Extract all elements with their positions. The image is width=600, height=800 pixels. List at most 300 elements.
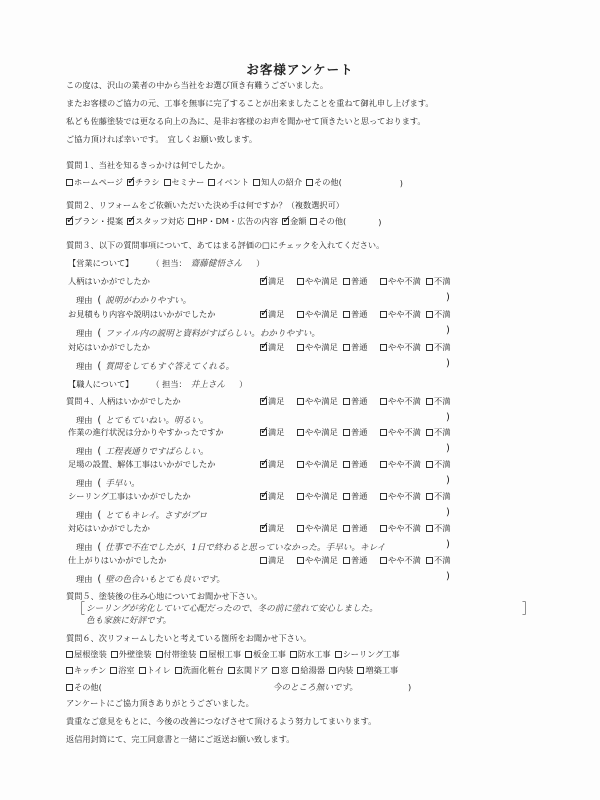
option	[66, 177, 123, 188]
checkbox[interactable]	[297, 493, 304, 500]
rating-label: 不満	[434, 427, 451, 437]
rating-label: 普通	[351, 555, 368, 565]
rating-option	[260, 276, 297, 287]
q6-option-label: 屋根工事	[208, 649, 242, 659]
craft-header	[68, 378, 247, 390]
rating-option	[426, 309, 463, 320]
q6-option-label: 増築工事	[365, 665, 399, 675]
question-label: 対応はいかがでしたか	[68, 342, 150, 352]
checkbox[interactable]	[260, 398, 267, 405]
rating-option	[343, 555, 380, 566]
rating-label: 不満	[434, 342, 451, 352]
checkbox[interactable]	[127, 218, 134, 225]
reason-label: 理由	[76, 414, 93, 425]
q6-option	[66, 649, 107, 660]
rating-label: 満足	[268, 309, 285, 319]
rating-options	[260, 342, 463, 353]
rating-label: 不満	[434, 459, 451, 469]
option	[306, 177, 342, 188]
reason-label: 理由	[76, 477, 93, 488]
paren-open: (	[97, 477, 102, 489]
checkbox[interactable]	[200, 651, 207, 658]
rating-label: やや満足	[305, 396, 338, 406]
rating-label: 満足	[268, 342, 285, 352]
option-label: その他(	[318, 216, 347, 226]
closing-line: 貴重なご意見をもとに、今後の改善につなげさせて頂けるよう努力してまいります。	[66, 716, 377, 726]
rating-label: 不満	[434, 309, 451, 319]
reason-answer: とてもていねい。明るい。	[105, 416, 209, 426]
checkbox[interactable]	[260, 461, 267, 468]
question-label: シーリング工事はいかがでしたか	[68, 491, 191, 501]
checkbox[interactable]	[139, 667, 146, 674]
reason-answer: 壁の色合いもとても良いです。	[105, 575, 225, 585]
checkbox[interactable]	[260, 557, 267, 564]
rating-label: やや不満	[388, 276, 421, 286]
checkbox[interactable]	[297, 311, 304, 318]
checkbox[interactable]	[164, 179, 171, 186]
rating-label: 普通	[351, 309, 368, 319]
rating-label: 不満	[434, 396, 451, 406]
checkbox[interactable]	[127, 179, 134, 186]
sales-person: 齋藤健悟さん	[190, 259, 243, 269]
checkbox[interactable]	[343, 493, 350, 500]
question-label: 足場の設置、解体工事はいかがでしたか	[68, 459, 216, 469]
checkbox[interactable]	[357, 667, 364, 674]
checkbox[interactable]	[343, 429, 350, 436]
q2-question: 質問２、リフォームをご依頼いただいた決め手は何ですか？（複数選択可）	[66, 200, 344, 210]
question-label: 対応はいかがでしたか	[68, 523, 150, 533]
option-label: その他(	[314, 177, 342, 187]
question-label: 仕上がりはいかがでしたか	[68, 555, 167, 565]
rating-label: 普通	[351, 396, 368, 406]
rating-options	[260, 555, 463, 566]
rating-label: 不満	[434, 523, 451, 533]
rating-label: 普通	[351, 427, 368, 437]
rating-label: やや満足	[305, 459, 338, 469]
q5-question: 質問５、塗装後の住み心地についてお聞かせ下さい。	[66, 591, 263, 601]
rating-option	[343, 491, 380, 502]
q6-other-answer: 今のところ無いです。	[272, 683, 359, 693]
checkbox[interactable]	[426, 493, 433, 500]
rating-option	[343, 427, 380, 438]
rating-option	[380, 276, 426, 287]
option-label: イベント	[216, 177, 250, 187]
paren-open: (	[97, 445, 102, 457]
q6-option	[200, 649, 241, 660]
rating-option	[380, 555, 426, 566]
rating-label: やや不満	[388, 491, 421, 501]
rating-label: やや不満	[388, 427, 421, 437]
option-label: 知人の紹介	[261, 177, 303, 187]
checkbox[interactable]	[260, 311, 267, 318]
paren-close: )	[446, 358, 450, 369]
checkbox[interactable]	[380, 344, 387, 351]
checkbox[interactable]	[380, 278, 387, 285]
checkbox[interactable]	[297, 557, 304, 564]
option-label: チラシ	[134, 177, 160, 187]
q6-other-close: )	[408, 682, 412, 692]
q6-option	[139, 665, 171, 676]
intro-line: またお客様のご協力の元、工事を無事に完了することが出来ましたことを重ねて御礼申し上げます。	[66, 98, 434, 108]
rating-option	[343, 309, 380, 320]
option	[208, 177, 249, 188]
paren-close: )	[446, 475, 450, 486]
checkbox[interactable]	[426, 311, 433, 318]
option	[310, 216, 346, 227]
option	[127, 177, 160, 188]
q1-question: 質問１、当社を知るきっかけは何でしたか。	[66, 160, 230, 170]
q5-answer-line2: 色も家族に好評です。	[86, 616, 172, 626]
checkbox[interactable]	[188, 218, 195, 225]
q6-option-label: 洗面化粧台	[182, 665, 224, 675]
paren-open: (	[97, 541, 102, 553]
reason-label: 理由	[76, 294, 93, 305]
checkbox[interactable]	[426, 557, 433, 564]
paren-close: )	[446, 507, 450, 518]
q6-question: 質問６、次リフォームしたいと考えている箇所をお聞かせ下さい。	[66, 633, 312, 643]
rating-options	[260, 459, 463, 470]
checkbox[interactable]	[297, 461, 304, 468]
q6-option-label: シーリング工事	[342, 649, 400, 659]
q6-other-option	[66, 682, 102, 693]
checkbox[interactable]	[426, 398, 433, 405]
rating-option	[260, 427, 297, 438]
rating-option	[380, 491, 426, 502]
q6-option-label: 防水工事	[297, 649, 331, 659]
rating-option	[260, 396, 297, 407]
checkbox[interactable]	[297, 344, 304, 351]
rating-option	[426, 276, 463, 287]
q6-option-label: キッチン	[74, 665, 107, 675]
intro-line: 私ども佐藤塗装では更なる向上の為に、是非お客様のお声を聞かせて頂きたいと思っております。	[66, 116, 426, 126]
q6-option-label: 外壁塗装	[118, 649, 152, 659]
q1-close: )	[399, 177, 403, 188]
rating-option	[260, 555, 297, 566]
paren-close: )	[446, 539, 450, 550]
checkbox[interactable]	[66, 218, 73, 225]
sales-person-label: （ 担当：	[151, 257, 187, 268]
rating-label: やや満足	[305, 342, 338, 352]
option-label: ホームページ	[74, 177, 123, 187]
reason-answer: とてもキレイ。さすがプロ	[105, 511, 208, 521]
checkbox[interactable]	[380, 311, 387, 318]
rating-label: 普通	[351, 276, 368, 286]
q6-row-1	[66, 649, 404, 660]
q6-option	[335, 649, 400, 660]
rating-option	[343, 396, 380, 407]
checkbox[interactable]	[290, 651, 297, 658]
checkbox[interactable]	[380, 429, 387, 436]
rating-label: やや不満	[388, 555, 421, 565]
rating-label: 普通	[351, 491, 368, 501]
checkbox[interactable]	[66, 667, 73, 674]
paren-open: (	[97, 509, 102, 521]
checkbox[interactable]	[253, 179, 260, 186]
rating-label: やや満足	[305, 276, 338, 286]
rating-option	[380, 342, 426, 353]
rating-label: やや不満	[388, 342, 421, 352]
checkbox[interactable]	[272, 667, 279, 674]
option-label: スタッフ対応	[135, 216, 185, 226]
rating-options	[260, 396, 463, 407]
rating-option	[380, 459, 426, 470]
sales-header-label: 【営業について】	[68, 257, 134, 268]
checkbox[interactable]	[297, 525, 304, 532]
reason-row	[76, 477, 140, 489]
rating-option	[380, 309, 426, 320]
checkbox[interactable]	[426, 344, 433, 351]
rating-label: やや不満	[388, 396, 421, 406]
craft-person-label: （ 担当：	[151, 378, 187, 389]
rating-options	[260, 523, 463, 534]
paren-open: (	[97, 414, 102, 426]
rating-label: 満足	[268, 491, 285, 501]
q6-option	[228, 665, 269, 676]
reason-answer: ファイル内の説明と資料がすばらしい。わかりやすい。	[105, 329, 320, 339]
q6-option	[329, 665, 353, 676]
paren-close: )	[446, 325, 450, 336]
checkbox[interactable]	[343, 525, 350, 532]
q6-option	[245, 649, 286, 660]
paren-close: )	[446, 571, 450, 582]
page-title: お客様アンケート	[246, 62, 354, 77]
q2-close: )	[378, 216, 382, 227]
rating-option	[297, 342, 343, 353]
reason-answer: 手早い。	[105, 479, 140, 489]
rating-option	[380, 523, 426, 534]
rating-option	[297, 276, 343, 287]
rating-option	[426, 342, 463, 353]
q6-option	[66, 665, 106, 676]
checkbox[interactable]	[175, 667, 182, 674]
q6-row-2	[66, 665, 402, 676]
rating-label: 普通	[351, 523, 368, 533]
q6-other-label: その他(	[74, 681, 102, 692]
option	[188, 216, 278, 227]
reason-label: 理由	[76, 360, 93, 371]
rating-options	[260, 427, 463, 438]
reason-answer: 工程表通りですばらしい。	[105, 447, 209, 457]
question-label: お見積もり内容や説明はいかがでしたか	[68, 309, 216, 319]
rating-option	[426, 427, 463, 438]
option-label: 金額	[290, 216, 307, 226]
option	[66, 216, 123, 227]
intro-line: この度は、沢山の業者の中から当社をお選び頂き有難うございました。	[66, 80, 329, 90]
q6-option-label: 付帯塗装	[163, 649, 197, 659]
checkbox[interactable]	[343, 461, 350, 468]
q6-option-label: 内装	[336, 665, 354, 675]
reason-row	[76, 541, 385, 553]
rating-option	[380, 396, 426, 407]
rating-label: 普通	[351, 459, 368, 469]
rating-option	[260, 459, 297, 470]
question-label: 質問４、人柄はいかがでしたか	[66, 396, 181, 406]
question-label: 作業の進行状況は分かりやすかったですか	[68, 427, 224, 437]
checkbox[interactable]	[66, 651, 73, 658]
rating-label: 満足	[268, 396, 285, 406]
checkbox[interactable]	[426, 461, 433, 468]
checkbox[interactable]	[343, 344, 350, 351]
checkbox[interactable]	[245, 651, 252, 658]
paren-close: )	[446, 443, 450, 454]
checkbox[interactable]	[343, 278, 350, 285]
checkbox[interactable]	[282, 218, 289, 225]
checkbox[interactable]	[306, 179, 313, 186]
option	[282, 216, 306, 227]
paren-close: )	[446, 292, 450, 303]
rating-label: やや満足	[305, 555, 338, 565]
sales-person-close: ）	[256, 257, 265, 268]
checkbox[interactable]	[380, 525, 387, 532]
rating-label: やや不満	[388, 309, 421, 319]
rating-label: やや満足	[305, 523, 338, 533]
checkbox[interactable]	[426, 429, 433, 436]
rating-option	[297, 309, 343, 320]
checkbox[interactable]	[66, 684, 73, 691]
q6-option	[290, 649, 331, 660]
rating-option	[297, 427, 343, 438]
paren-open: (	[97, 294, 102, 306]
rating-option	[343, 523, 380, 534]
rating-option	[260, 342, 297, 353]
checkbox[interactable]	[260, 278, 267, 285]
q6-option-label: 板金工事	[253, 649, 286, 659]
q6-option	[357, 665, 398, 676]
q5-bracket-open: ［	[72, 602, 86, 617]
intro-line: ご協力頂ければ幸いです。 宜しくお願い致します。	[66, 134, 258, 144]
paren-open: (	[97, 327, 102, 339]
q5-answer-line1: シーリングが劣化していて心配だったので、冬の前に塗れて安心しました。	[86, 604, 378, 614]
paren-open: (	[97, 573, 102, 585]
sales-header	[68, 257, 264, 269]
checkbox[interactable]	[343, 311, 350, 318]
rating-option	[297, 555, 343, 566]
checkbox[interactable]	[343, 557, 350, 564]
q6-option	[110, 665, 134, 676]
q6-option-label: 玄関ドア	[235, 665, 269, 675]
rating-option	[426, 523, 463, 534]
option	[253, 177, 302, 188]
q6-option	[111, 649, 152, 660]
rating-option	[297, 491, 343, 502]
rating-option	[343, 459, 380, 470]
checkbox[interactable]	[426, 278, 433, 285]
q1-options	[66, 177, 403, 188]
q5-bracket-close: ］	[522, 602, 536, 617]
reason-row	[76, 445, 208, 457]
reason-row	[76, 327, 320, 339]
craft-person: 井上さん	[190, 380, 226, 390]
checkbox[interactable]	[380, 493, 387, 500]
rating-label: 普通	[351, 342, 368, 352]
rating-option	[297, 523, 343, 534]
q6-other	[66, 681, 411, 693]
reason-answer: 仕事で不在でしたが、1日で終わると思っていなかった。手早い。キレイ	[105, 543, 386, 553]
checkbox[interactable]	[343, 398, 350, 405]
rating-option	[380, 427, 426, 438]
checkbox[interactable]	[110, 667, 117, 674]
checkbox[interactable]	[380, 461, 387, 468]
checkbox[interactable]	[329, 667, 336, 674]
rating-option	[426, 555, 463, 566]
paren-close: )	[446, 412, 450, 423]
checkbox[interactable]	[156, 651, 163, 658]
rating-label: 満足	[268, 276, 285, 286]
option-label: HP・DM・広告の内容	[196, 216, 279, 226]
reason-answer: 説明がわかりやすい。	[105, 296, 192, 306]
reason-row	[76, 414, 208, 426]
checkbox[interactable]	[260, 525, 267, 532]
reason-row	[76, 360, 234, 372]
checkbox[interactable]	[260, 429, 267, 436]
q6-option	[175, 665, 224, 676]
option	[164, 177, 205, 188]
checkbox[interactable]	[111, 651, 118, 658]
checkbox[interactable]	[310, 218, 317, 225]
q6-option	[272, 665, 288, 676]
paren-open: (	[97, 360, 102, 372]
checkbox[interactable]	[426, 525, 433, 532]
rating-options	[260, 491, 463, 502]
rating-label: 満足	[268, 555, 285, 565]
rating-option	[260, 523, 297, 534]
rating-option	[297, 396, 343, 407]
q6-option-label: 給湯器	[300, 665, 325, 675]
checkbox[interactable]	[260, 493, 267, 500]
reason-row	[76, 294, 191, 306]
checkbox[interactable]	[208, 179, 215, 186]
checkbox[interactable]	[297, 429, 304, 436]
checkbox[interactable]	[380, 557, 387, 564]
rating-label: やや満足	[305, 427, 338, 437]
rating-option	[426, 396, 463, 407]
craft-header-label: 【職人について】	[68, 378, 134, 389]
q6-option-label: 窓	[280, 665, 289, 675]
rating-label: 不満	[434, 555, 451, 565]
closing-line: 返信用封筒にて、完工同意書と一緒にご返送お願い致します。	[66, 734, 295, 744]
rating-option	[260, 309, 297, 320]
rating-option	[343, 276, 380, 287]
q6-option-label: 浴室	[118, 665, 135, 675]
closing-line: アンケートにご協力頂きありがとうございました。	[66, 698, 254, 708]
checkbox[interactable]	[335, 651, 342, 658]
checkbox[interactable]	[297, 398, 304, 405]
rating-option	[426, 491, 463, 502]
craft-person-close: ）	[239, 378, 248, 389]
checkbox[interactable]	[228, 667, 235, 674]
q6-option	[292, 665, 325, 676]
rating-option	[426, 459, 463, 470]
rating-options	[260, 309, 463, 320]
checkbox[interactable]	[260, 344, 267, 351]
rating-label: やや不満	[388, 523, 421, 533]
q3-question: 質問３、以下の質問事項について、あてはまる評価の□にチェックを入れてください。	[66, 240, 385, 250]
q6-option-label: トイレ	[146, 665, 171, 675]
reason-label: 理由	[76, 573, 93, 584]
rating-label: 満足	[268, 459, 285, 469]
checkbox[interactable]	[380, 398, 387, 405]
option	[127, 216, 184, 227]
checkbox[interactable]	[297, 278, 304, 285]
q6-option-label: 屋根塗装	[74, 649, 107, 659]
rating-label: やや不満	[388, 459, 421, 469]
checkbox[interactable]	[292, 667, 299, 674]
reason-answer: 質問をしてもすぐ答えてくれる。	[105, 362, 235, 372]
checkbox[interactable]	[66, 179, 73, 186]
question-label: 人柄はいかがでしたか	[68, 276, 150, 286]
rating-label: やや満足	[305, 491, 338, 501]
rating-label: 満足	[268, 523, 285, 533]
